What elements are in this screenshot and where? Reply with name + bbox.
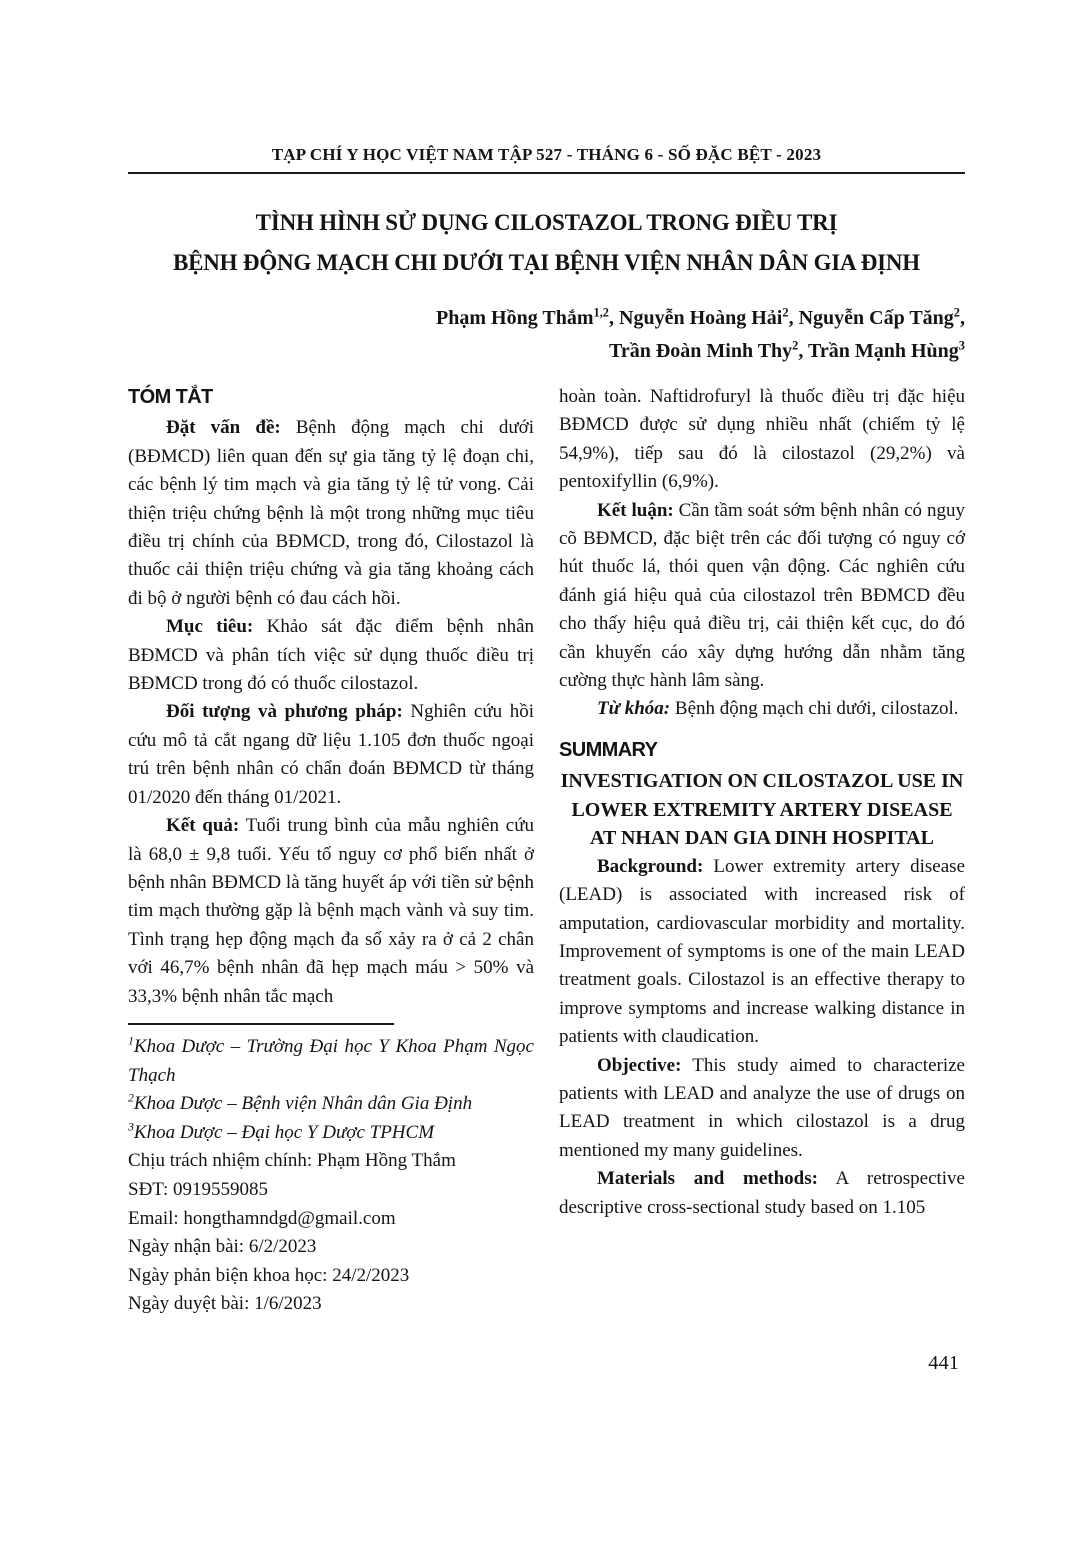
- authors-line-2: Trần Đoàn Minh Thy$^2$, Trần Mạnh Hùng$^3$: [608, 338, 965, 362]
- article-title: [128, 203, 965, 283]
- continuation-paragraph: hoàn toàn. Naftidrofuryl là thuốc điều trị đặc hiệu BĐMCD được sử dụng nhiều nhất (chiếm tỷ lệ 54,9%), tiếp sau đó là cilostazol (29,2%) và pentoxifyllin (6,9%).: [559, 386, 965, 493]
- objective-paragraph: Objective: This study aimed to characterize patients with LEAD and analyze the use of drugs on LEAD treatment in which cilostazol is a drug mentioned my many guidelines.: [559, 1054, 965, 1161]
- article-title-line1: TÌNH HÌNH SỬ DỤNG CILOSTAZOL TRONG ĐIỀU TRỊ: [255, 210, 838, 235]
- received-date-note: Ngày nhận bài: 6/2/2023: [128, 1236, 317, 1258]
- two-column-body: [128, 383, 965, 1319]
- paragraph-lead: Từ khóa:: [597, 698, 671, 720]
- authors-line-1: Phạm Hồng Thắm$^{1,2}$, Nguyễn Hoàng Hải$^2$, Nguyễn Cấp Tăng$^2$,: [436, 305, 965, 329]
- abstract-paragraph-doi-tuong: Đối tượng và phương pháp: Nghiên cứu hồi cứu mô tả cắt ngang dữ liệu 1.105 đơn thuốc ngoại trú trên bệnh nhân có chẩn đoán BĐMCD từ tháng 01/2020 đến tháng 01/2021.: [128, 701, 535, 808]
- paragraph-lead: Background:: [597, 855, 704, 877]
- paragraph-lead: Đặt vấn đề:: [166, 417, 281, 439]
- summary-heading: SUMMARY: [559, 738, 658, 761]
- journal-running-head: TẠP CHÍ Y HỌC VIỆT NAM TẬP 527 - THÁNG 6 - SỐ ĐẶC BỆT - 2023: [128, 145, 965, 174]
- right-column: [559, 383, 965, 1222]
- authors-block: [128, 302, 965, 368]
- affiliation-2: $^2$Khoa Dược – Bệnh viện Nhân dân Gia Định: [128, 1091, 473, 1115]
- conclusion-paragraph: Kết luận: Cần tầm soát sớm bệnh nhân có nguy cõ BĐMCD, đặc biệt trên các đối tượng có nguy cớ hút thuốc lá, thói quen vận động. Các nghiên cứu đánh giá hiệu quả của cilostazol trên BĐMCD đều cho thấy hiệu quả điều trị, cải thiện kết cục, do đó cần khuyến cáo xây dựng hướng dẫn nhằm tăng cường thực hành lâm sàng.: [559, 499, 965, 692]
- abstract-paragraph-ket-qua: Kết quả: Tuổi trung bình của mẫu nghiên cứu là 68,0 ± 9,8 tuổi. Yếu tố nguy cơ phổ biến nhất ở bệnh nhân BĐMCD là tăng huyết áp với tiền sử bệnh tim mạch thường gặp là bệnh mạch vành và suy tim. Tình trạng hẹp động mạch đa số xảy ra ở cả 2 chân với 46,7% bệnh nhân đã hẹp mạch máu > 50% và 33,3% bệnh nhân tắc mạch: [128, 815, 535, 1007]
- author-affiliation-sup: 2: [953, 305, 960, 320]
- paragraph-lead: Kết quả:: [166, 815, 240, 837]
- summary-title: INVESTIGATION ON CILOSTAZOL USE IN LOWER EXTREMITY ARTERY DISEASE AT NHAN DAN GIA DINH HOSPITAL: [560, 770, 964, 850]
- accepted-date-note: Ngày duyệt bài: 1/6/2023: [128, 1293, 322, 1315]
- affiliation-1: $^1$Khoa Dược – Trường Đại học Y Khoa Phạm Ngọc Thạch: [128, 1034, 534, 1086]
- email-note: Email: hongthamndgd@gmail.com: [128, 1207, 396, 1229]
- author-affiliation-sup: 1,2: [593, 305, 609, 320]
- review-date-note: Ngày phản biện khoa học: 24/2/2023: [128, 1264, 410, 1286]
- paragraph-lead: Đối tượng và phương pháp:: [166, 701, 403, 723]
- keywords-paragraph: Từ khóa: Bệnh động mạch chi dưới, cilostazol.: [597, 698, 959, 720]
- footnote-divider: [128, 1023, 394, 1025]
- page-number: 441: [928, 1352, 959, 1374]
- phone-note: SĐT: 0919559085: [128, 1178, 268, 1200]
- methods-paragraph: Materials and methods: A retrospective descriptive cross-sectional study based on 1.105: [559, 1168, 965, 1218]
- paragraph-lead: Mục tiêu:: [166, 616, 254, 638]
- abstract-paragraph-muc-tieu: Mục tiêu: Khảo sát đặc điểm bệnh nhân BĐMCD và phân tích việc sử dụng thuốc điều trị BĐMCD trong đó có thuốc cilostazol.: [128, 616, 534, 695]
- abstract-heading-vi: TÓM TẮT: [128, 386, 213, 408]
- abstract-paragraph-dat-van-de: Đặt vấn đề: Bệnh động mạch chi dưới (BĐMCD) liên quan đến sự gia tăng tỷ lệ đoạn chi, các bệnh lý tim mạch và gia tăng tỷ lệ tử vong. Cải thiện triệu chứng bệnh là một trong những mục tiêu điều trị chính của BĐMCD, trong đó, Cilostazol là thuốc cải thiện triệu chứng và gia tăng khoảng cách đi bộ ở người bệnh có đau cách hồi.: [128, 417, 534, 609]
- corresponding-author-note: Chịu trách nhiệm chính: Phạm Hồng Thắm: [128, 1150, 456, 1172]
- affiliation-3: $^3$Khoa Dược – Đại học Y Dược TPHCM: [128, 1120, 435, 1143]
- author-affiliation-sup: 3: [958, 338, 965, 353]
- paragraph-lead: Kết luận:: [597, 499, 674, 521]
- paragraph-lead: Objective:: [597, 1054, 682, 1076]
- footnotes-block: [128, 1033, 534, 1319]
- paragraph-lead: Materials and methods:: [597, 1168, 818, 1190]
- author-affiliation-sup: 2: [782, 305, 789, 320]
- article-title-line2: BỆNH ĐỘNG MẠCH CHI DƯỚI TẠI BỆNH VIỆN NHÂN DÂN GIA ĐỊNH: [172, 250, 920, 275]
- author-affiliation-sup: 2: [792, 338, 799, 353]
- background-paragraph: Background: Lower extremity artery disease (LEAD) is associated with increased risk of amputation, cardiovascular morbidity and mortality. Improvement of symptoms is one of the main LEAD treatment goals. Cilostazol is an effective therapy to improve symptoms and increase walking distance in patients with claudication.: [559, 855, 965, 1048]
- left-column: [128, 383, 534, 1319]
